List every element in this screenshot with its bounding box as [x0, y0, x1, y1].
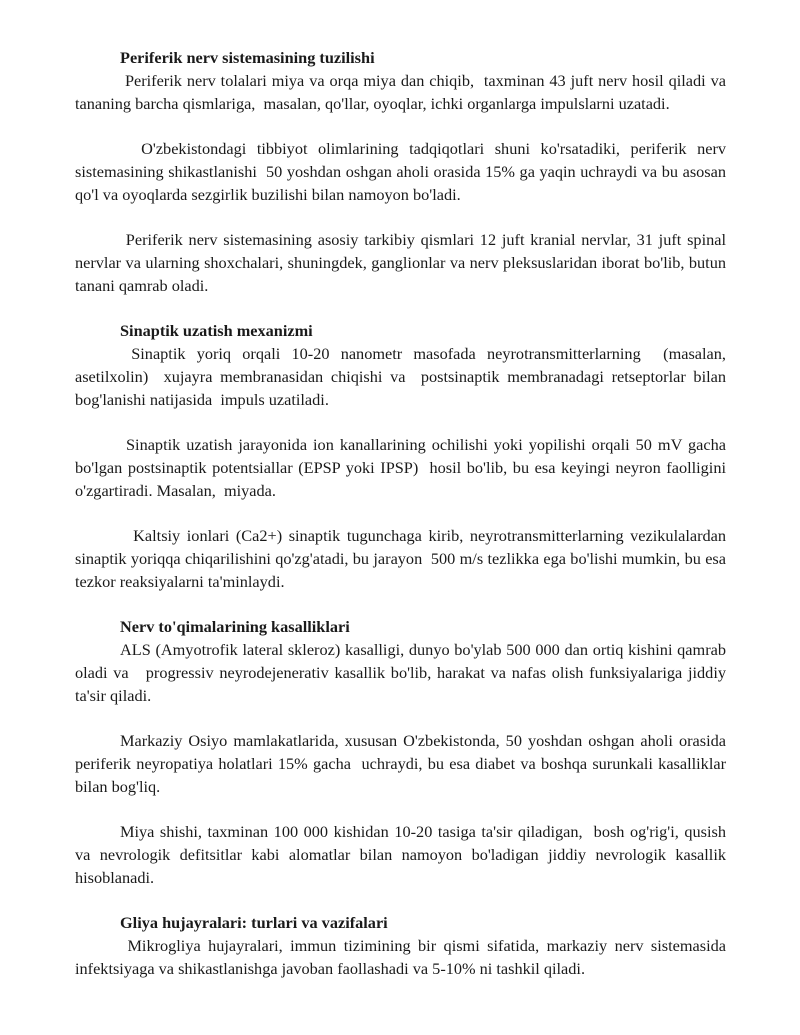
paragraph: Sinaptik uzatish jarayonida ion kanallarining ochilishi yoki yopilishi orqali 50 mV gacha bo'lgan postsinaptik potentsiallar (EPSP yoki IPSP) hosil bo'lib, bu esa keyingi neyron faolligini o'zgartiradi. Masalan, miyada.	[75, 435, 735, 500]
paragraph: ALS (Amyotrofik lateral skleroz) kasalligi, dunyo bo'ylab 500 000 dan ortiq kishini qamrab oladi va progressiv neyrodejenerativ kasallik bo'lib, harakat va nafas olish funksiyalariga jiddiy ta'sir qiladi.	[75, 640, 731, 705]
section-title: Gliya hujayralari: turlari va vazifalari	[120, 913, 388, 932]
section-synaptic-transmission	[75, 319, 735, 593]
section-title: Nerv to'qimalarining kasalliklari	[120, 617, 350, 636]
paragraph: Periferik nerv tolalari miya va orqa miya dan chiqib, taxminan 43 juft nerv hosil qiladi va tananing barcha qismlariga, masalan, qo'llar, oyoqlar, ichki organlarga impulslarni uzatadi.	[75, 71, 739, 113]
paragraph: Miya shishi, taxminan 100 000 kishidan 10-20 tasiga ta'sir qiladigan, bosh og'rig'i, qusish va nevrologik defitsitlar kabi alomatlar bilan namoyon bo'ladigan jiddiy nevrologik kasallik hisoblanadi.	[75, 822, 731, 887]
paragraph: Periferik nerv sistemasining asosiy tarkibiy qismlari 12 juft kranial nervlar, 31 juft spinal nervlar va ularning shoxchalari, shuningdek, ganglionlar va nerv pleksuslaridan iborat bo'lib, butun tanani qamrab oladi.	[75, 230, 731, 295]
section-glial-cells	[75, 911, 731, 980]
paragraph: Markaziy Osiyo mamlakatlarida, xususan O'zbekistonda, 50 yoshdan oshgan aholi orasida periferik neyropatiya holatlari 15% gacha uchraydi, bu esa diabet va boshqa surunkali kasalliklar bilan bog'liq.	[75, 731, 731, 796]
section-title: Sinaptik uzatish mexanizmi	[120, 321, 313, 340]
paragraph: Mikrogliya hujayralari, immun tizimining bir qismi sifatida, markaziy nerv sistemasida infektsiyaga va shikastlanishga javoban faollashadi va 5-10% ni tashkil qiladi.	[75, 936, 731, 978]
paragraph: O'zbekistondagi tibbiyot olimlarining tadqiqotlari shuni ko'rsatadiki, periferik nerv sistemasining shikastlanishi 50 yoshdan oshgan aholi orasida 15% ga yaqin uchraydi va bu asosan qo'l va oyoqlarda sezgirlik buzilishi bilan namoyon bo'ladi.	[75, 139, 731, 204]
paragraph: Kaltsiy ionlari (Ca2+) sinaptik tugunchaga kirib, neyrotransmitterlarning vezikulalardan sinaptik yoriqqa chiqarilishini qo'zg'atadi, bu jarayon 500 m/s tezlikka ega bo'lishi mumkin, bu esa tezkor reaksiyalarni ta'minlaydi.	[75, 526, 735, 591]
paragraph: Sinaptik yoriq orqali 10-20 nanometr masofada neyrotransmitterlarning (masalan, asetilxolin) xujayra membranasidan chiqishi va postsinaptik membranadagi retseptorlar bilan bog'lanishi natijasida impuls uzatiladi.	[75, 344, 731, 409]
section-title: Periferik nerv sistemasining tuzilishi	[120, 48, 375, 67]
section-nerve-tissue-diseases	[75, 615, 731, 889]
section-peripheral-nervous-system	[75, 46, 739, 297]
